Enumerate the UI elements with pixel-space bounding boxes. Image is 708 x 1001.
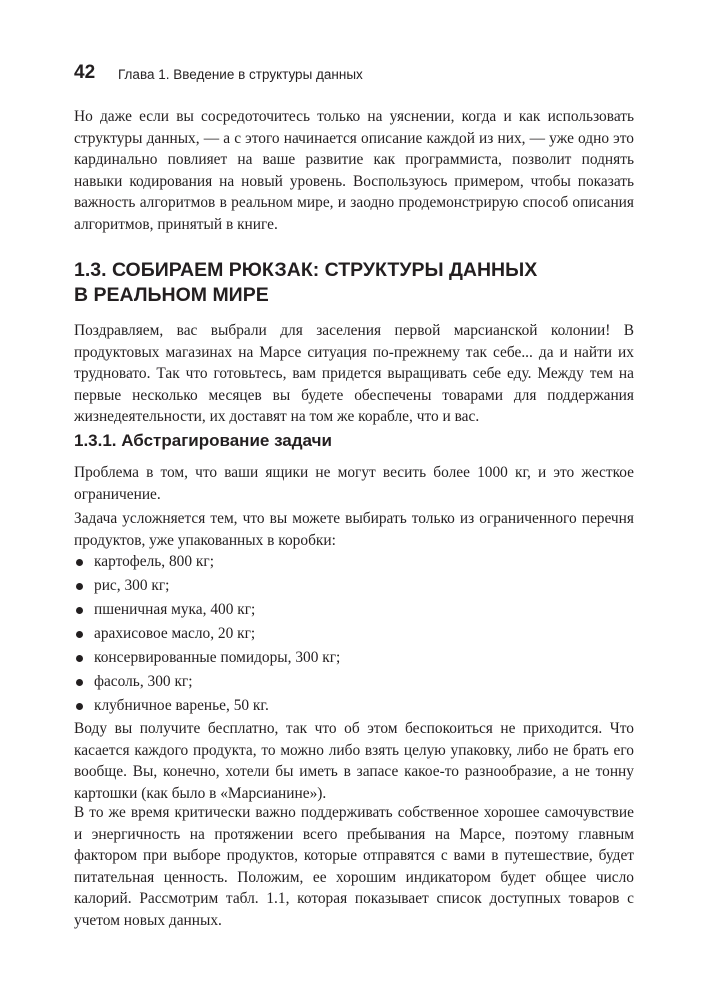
bullet-icon: [76, 679, 83, 686]
page-number: 42: [74, 62, 96, 83]
water-paragraph: Воду вы получите бесплатно, так что об этом беспокоиться не приходится. Что касается каждого продукта, то можно либо взять целую упаковку, либо не брать его вообще. Вы, конечно, хотели бы иметь в запасе какое-то разнообразие, а не тонну картошки (как было в «Марсианине»).: [74, 720, 634, 802]
running-head: [74, 62, 634, 86]
health-paragraph: В то же время критически важно поддерживать собственное хорошее самочувствие и энергичность на протяжении всего пребывания на Марсе, поэтому главным фактором при выборе продуктов, которые отправятся с вами в путешествие, будет питательная ценность. Положим, ее хорошим индикатором будет общее число калорий. Рассмотрим табл. 1.1, которая показывает список доступных товаров с учетом новых данных.: [74, 804, 634, 929]
section-heading-line-1: 1.3. СОБИРАЕМ РЮКЗАК: СТРУКТУРЫ ДАННЫХ: [74, 259, 538, 281]
bullet-icon: [76, 607, 83, 614]
list-item: консервированные помидоры, 300 кг;: [74, 647, 634, 671]
chapter-title: Глава 1. Введение в структуры данных: [118, 67, 363, 82]
list-item: арахисовое масло, 20 кг;: [74, 623, 634, 647]
subsection-heading: 1.3.1. Абстрагирование задачи: [74, 431, 332, 450]
list-item: рис, 300 кг;: [74, 575, 634, 599]
problem-paragraph: Проблема в том, что ваши ящики не могут весить более 1000 кг, и это жесткое ограничение.: [74, 464, 634, 503]
list-item: пшеничная мука, 400 кг;: [74, 599, 634, 623]
congrats-paragraph: Поздравляем, вас выбрали для заселения первой марсианской колонии! В продуктовых магазинах на Марсе ситуация по-прежнему так себе... да и найти их трудновато. Так что готовьтесь, вам придется выращивать себе еду. Между тем на первые несколько месяцев вы будете обеспечены товарами для поддержания жизнедеятельности, их доставят на том же корабле, что и вас.: [74, 322, 634, 425]
section-heading: [74, 258, 634, 308]
bullet-icon: [76, 583, 83, 590]
bullet-icon: [76, 559, 83, 566]
list-item: картофель, 800 кг;: [74, 551, 634, 575]
intro-paragraph: Но даже если вы сосредоточитесь только на уяснении, когда и как использовать структуры данных, — а с этого начинается описание каждой из них, — уже одно это кардинально повлияет на ваше развитие как программиста, позволит поднять навыки кодирования на новый уровень. Воспользуюсь примером, чтобы показать важность алгоритмов в реальном мире, и заодно продемонстрирую способ описания алгоритмов, принятый в книге.: [74, 108, 634, 233]
list-item: клубничное варенье, 50 кг.: [74, 695, 634, 719]
bullet-icon: [76, 655, 83, 662]
list-item: фасоль, 300 кг;: [74, 671, 634, 695]
task-paragraph: Задача усложняется тем, что вы можете выбирать только из ограниченного перечня продуктов, уже упакованных в коробки:: [74, 510, 634, 549]
bullet-icon: [76, 631, 83, 638]
product-list: [74, 551, 634, 719]
bullet-icon: [76, 703, 83, 710]
section-heading-line-2: В РЕАЛЬНОМ МИРЕ: [74, 284, 269, 306]
